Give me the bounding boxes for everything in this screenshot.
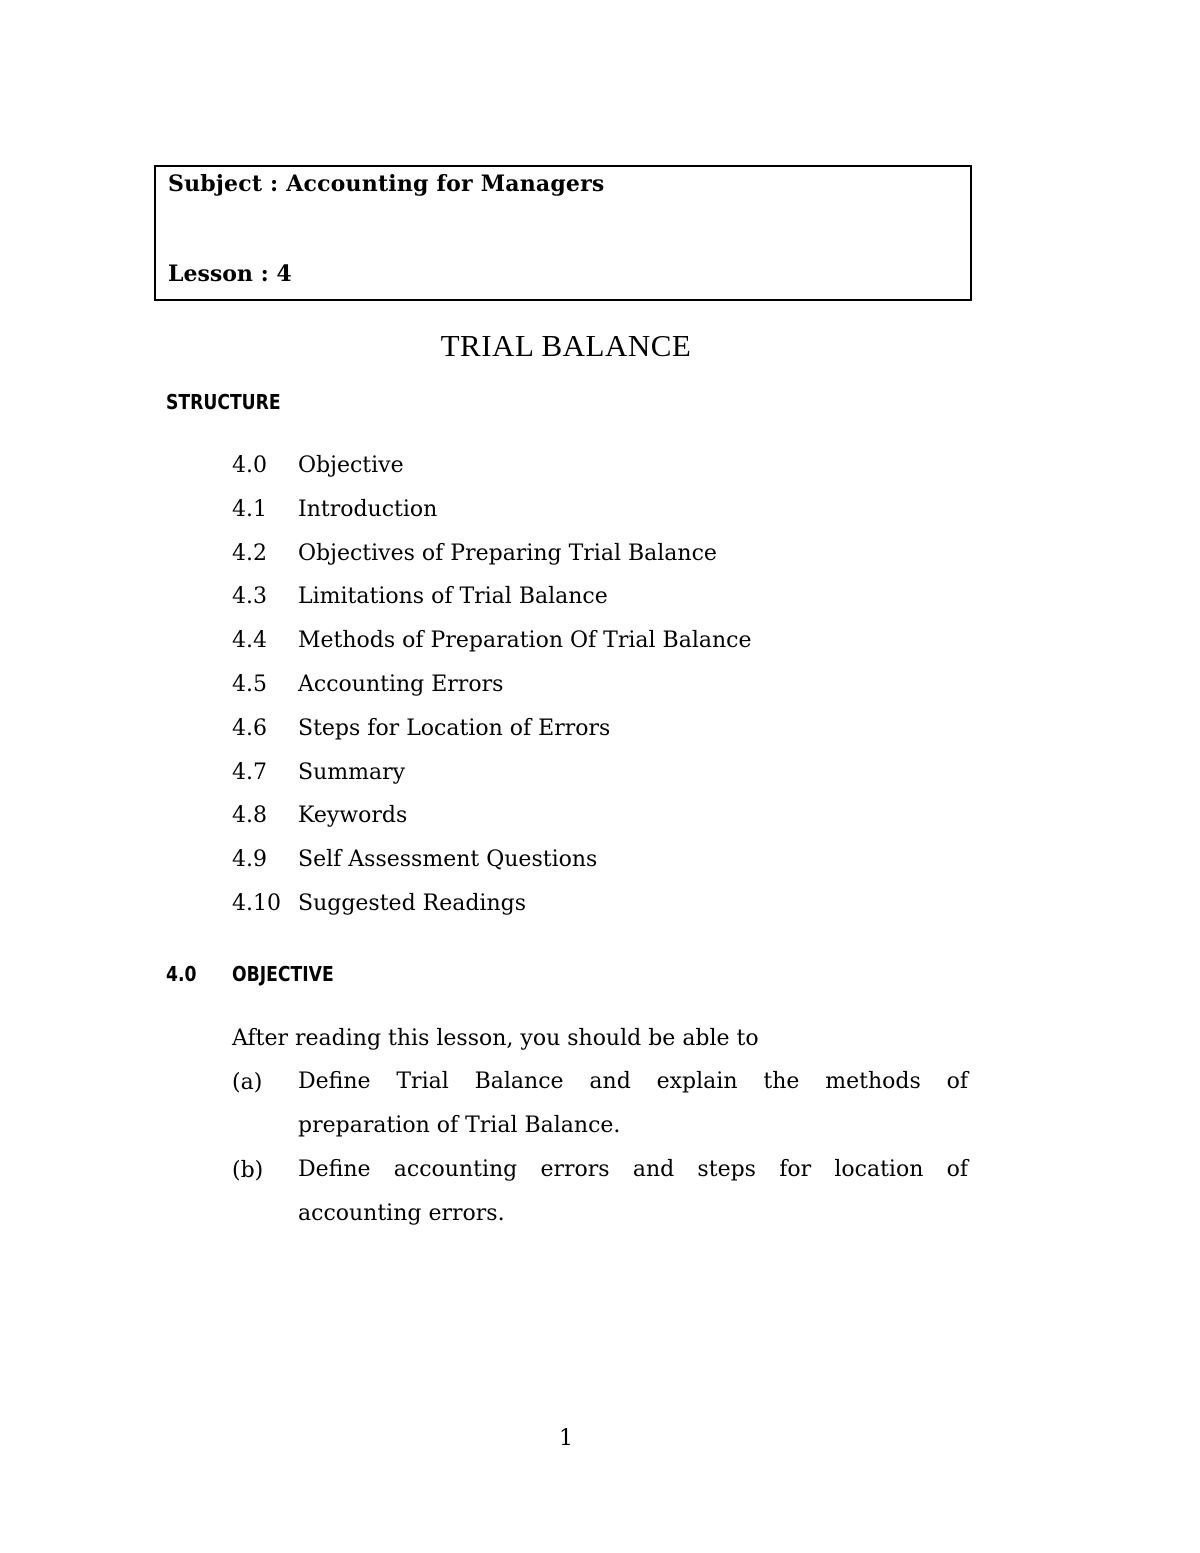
- structure-item: [232, 628, 752, 672]
- structure-item-number: 4.4: [232, 628, 267, 654]
- objective-point-marker: (a): [232, 1070, 263, 1095]
- lesson-line: Lesson : 4: [168, 261, 292, 287]
- structure-item-label: Self Assessment Questions: [298, 847, 598, 873]
- structure-item: [232, 760, 752, 804]
- structure-heading: STRUCTURE: [166, 390, 281, 414]
- structure-item-label: Objectives of Preparing Trial Balance: [298, 540, 717, 566]
- subject-line: Subject : Accounting for Managers: [168, 171, 605, 197]
- structure-list: [232, 453, 752, 935]
- structure-item: [232, 847, 752, 891]
- structure-item-label: Steps for Location of Errors: [298, 715, 611, 741]
- structure-item: [232, 803, 752, 847]
- structure-item-number: 4.0: [232, 453, 267, 478]
- structure-item: [232, 541, 752, 585]
- structure-item-number: 4.2: [232, 540, 267, 566]
- structure-item-number: 4.9: [232, 847, 267, 873]
- structure-item-label: Objective: [298, 453, 404, 478]
- structure-item-number: 4.5: [232, 671, 267, 697]
- structure-item-label: Introduction: [298, 496, 438, 522]
- structure-item: [232, 716, 752, 760]
- objective-section-number: 4.0: [166, 962, 197, 986]
- page-number: 1: [559, 1426, 573, 1451]
- structure-item-label: Limitations of Trial Balance: [298, 584, 608, 610]
- structure-item: [232, 891, 752, 935]
- structure-item: [232, 497, 752, 541]
- structure-item-number: 4.3: [232, 584, 267, 610]
- structure-item: [232, 453, 752, 497]
- structure-item-label: Summary: [298, 759, 406, 785]
- objective-intro: After reading this lesson, you should be able to: [232, 1026, 759, 1051]
- structure-item: [232, 672, 752, 716]
- objective-point-text: Define accounting errors and steps for location of accounting errors.: [298, 1157, 968, 1226]
- objective-point-text: Define Trial Balance and explain the methods of preparation of Trial Balance.: [298, 1069, 968, 1138]
- structure-item-number: 4.1: [232, 496, 267, 522]
- structure-item-label: Accounting Errors: [298, 671, 504, 697]
- structure-item-number: 4.6: [232, 715, 267, 741]
- objective-section-heading: OBJECTIVE: [232, 962, 334, 986]
- structure-item-label: Methods of Preparation Of Trial Balance: [298, 628, 752, 654]
- structure-item-number: 4.8: [232, 803, 267, 829]
- document-title: TRIAL BALANCE: [440, 328, 692, 363]
- objective-point-marker: (b): [232, 1158, 264, 1183]
- lesson-header-box: [154, 165, 972, 301]
- structure-item-label: Keywords: [298, 803, 408, 829]
- structure-item-number: 4.10: [232, 890, 281, 916]
- structure-item: [232, 584, 752, 628]
- structure-item-number: 4.7: [232, 759, 267, 785]
- structure-item-label: Suggested Readings: [298, 890, 527, 916]
